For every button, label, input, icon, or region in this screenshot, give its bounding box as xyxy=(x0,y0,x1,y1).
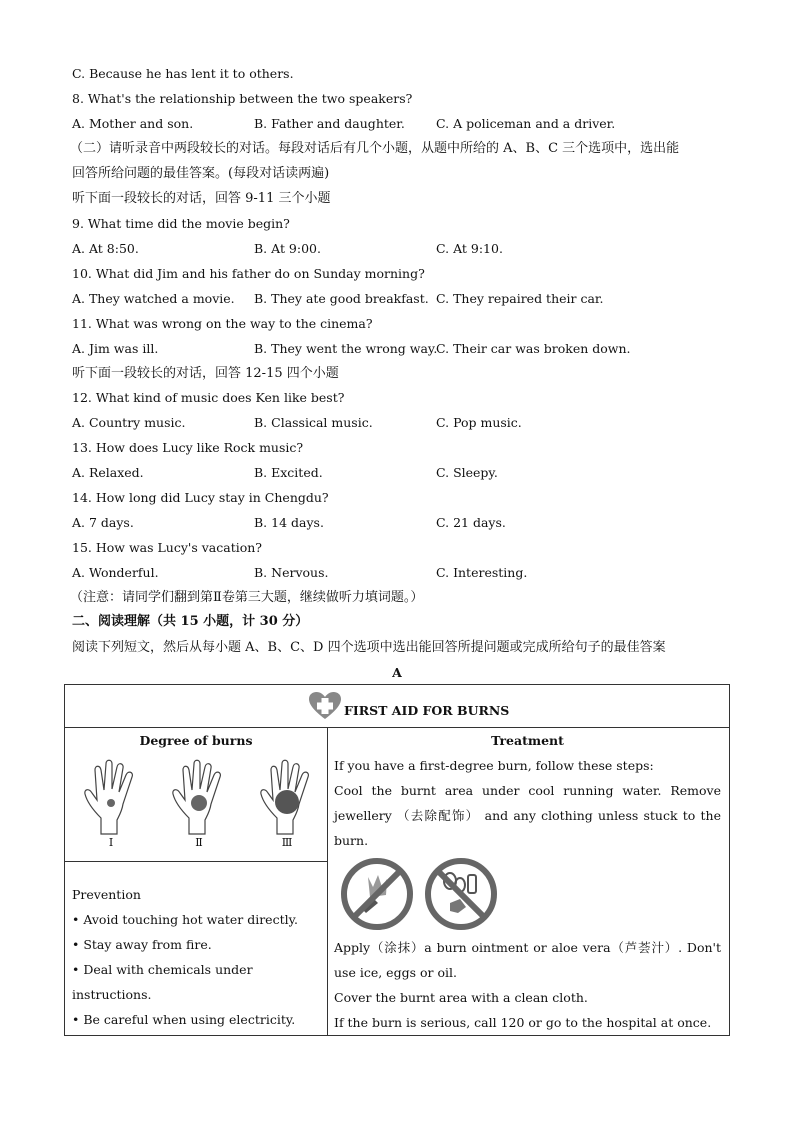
degree-label-2: Ⅱ xyxy=(195,836,203,849)
treatment-header: Treatment xyxy=(491,733,564,748)
section2-instruction-1: （二）请听录音中两段较长的对话。每段对话后有几个小题，从题中所给的 A、B、C 三个选项中，选出能 xyxy=(70,141,680,156)
prevention-cell xyxy=(65,862,328,1036)
section2-instruction-2: 回答所给问题的最佳答案。(每段对话读两遍) xyxy=(72,166,330,181)
q12-stem: 12. What kind of music does Ken like best? xyxy=(72,390,345,405)
prevention-title: Prevention xyxy=(72,887,141,902)
degree-label-3: Ⅲ xyxy=(281,836,293,849)
prevention-item: • Deal with chemicals under instructions. xyxy=(72,962,253,1002)
q14-option-b: B. 14 days. xyxy=(254,515,324,530)
hand-third-degree xyxy=(257,758,317,849)
prevention-item: • Be careful when using electricity. xyxy=(72,1012,296,1027)
q14-stem: 14. How long did Lucy stay in Chengdu? xyxy=(72,490,329,505)
passage-label: A xyxy=(392,665,402,680)
dialog2-intro: 听下面一段较长的对话，回答 12-15 四个小题 xyxy=(72,366,339,381)
hand-first-degree xyxy=(81,758,141,849)
first-aid-table xyxy=(64,684,730,1036)
burn-degree-hands xyxy=(65,748,327,849)
q8-option-b: B. Father and daughter. xyxy=(254,116,405,131)
q13-option-b: B. Excited. xyxy=(254,465,323,480)
part2-instruction: 阅读下列短文，然后从每小题 A、B、C、D 四个选项中选出能回答所提问题或完成所给句子的最佳答案 xyxy=(72,640,666,655)
q14-option-c: C. 21 days. xyxy=(436,515,506,530)
first-aid-title-cell xyxy=(65,685,730,728)
no-eggs-oil-icon xyxy=(424,857,498,931)
q11-option-a: A. Jim was ill. xyxy=(72,341,159,356)
degree-header: Degree of burns xyxy=(139,733,253,748)
q10-stem: 10. What did Jim and his father do on Sunday morning? xyxy=(72,266,425,281)
degree-label-1: Ⅰ xyxy=(108,836,114,849)
q9-stem: 9. What time did the movie begin? xyxy=(72,216,290,231)
q15-option-a: A. Wonderful. xyxy=(72,565,159,580)
q10-option-a: A. They watched a movie. xyxy=(72,291,235,306)
hand-second-degree xyxy=(169,758,229,849)
q10-option-b: B. They ate good breakfast. xyxy=(254,291,429,306)
degree-cell xyxy=(65,728,328,862)
q13-option-c: C. Sleepy. xyxy=(436,465,498,480)
treatment-intro: If you have a first-degree burn, follow these steps: xyxy=(334,758,654,773)
q11-stem: 11. What was wrong on the way to the cinema? xyxy=(72,316,373,331)
q12-option-c: C. Pop music. xyxy=(436,415,522,430)
prevention-item: • Avoid touching hot water directly. xyxy=(72,912,298,927)
no-ice-icon xyxy=(340,857,414,931)
prohibition-icons xyxy=(334,853,721,935)
part2-title: 二、阅读理解（共 15 小题，计 30 分） xyxy=(72,614,309,629)
q15-option-c: C. Interesting. xyxy=(436,565,528,580)
q15-option-b: B. Nervous. xyxy=(254,565,329,580)
q8-stem: 8. What's the relationship between the two speakers? xyxy=(72,91,413,106)
q9-option-b: B. At 9:00. xyxy=(254,241,321,256)
treatment-serious: If the burn is serious, call 120 or go to the hospital at once. xyxy=(334,1015,712,1030)
q14-option-a: A. 7 days. xyxy=(72,515,134,530)
q12-option-a: A. Country music. xyxy=(72,415,186,430)
dialog1-intro: 听下面一段较长的对话，回答 9-11 三个小题 xyxy=(72,191,331,206)
treatment-apply: Apply（涂抹）a burn ointment or aloe vera（芦荟汁）. Don't use ice, eggs or oil. xyxy=(334,940,721,980)
medical-heart-icon xyxy=(308,691,342,721)
treatment-cell xyxy=(328,728,730,1036)
q13-option-a: A. Relaxed. xyxy=(72,465,144,480)
hand-burn-small-icon xyxy=(81,758,141,836)
q13-stem: 13. How does Lucy like Rock music? xyxy=(72,440,304,455)
q8-option-c: C. A policeman and a driver. xyxy=(436,116,616,131)
listening-note: （注意：请同学们翻到第Ⅱ卷第三大题，继续做听力填词题。） xyxy=(70,590,424,605)
q11-option-b: B. They went the wrong way. xyxy=(254,341,438,356)
q9-option-c: C. At 9:10. xyxy=(436,241,503,256)
first-aid-title: FIRST AID FOR BURNS xyxy=(344,703,510,718)
treatment-cool: Cool the burnt area under cool running water. Remove jewellery （去除配饰） and any clothing unless stuck to the burn. xyxy=(334,783,721,848)
q12-option-b: B. Classical music. xyxy=(254,415,373,430)
q15-stem: 15. How was Lucy's vacation? xyxy=(72,540,262,555)
q8-option-a: A. Mother and son. xyxy=(72,116,194,131)
q11-option-c: C. Their car was broken down. xyxy=(436,341,631,356)
hand-burn-large-icon xyxy=(257,758,317,836)
hand-burn-medium-icon xyxy=(169,758,229,836)
q10-option-c: C. They repaired their car. xyxy=(436,291,604,306)
prevention-item: • Stay away from fire. xyxy=(72,937,212,952)
q9-option-a: A. At 8:50. xyxy=(72,241,139,256)
q7-option-c: C. Because he has lent it to others. xyxy=(72,66,294,81)
treatment-cover: Cover the burnt area with a clean cloth. xyxy=(334,990,588,1005)
